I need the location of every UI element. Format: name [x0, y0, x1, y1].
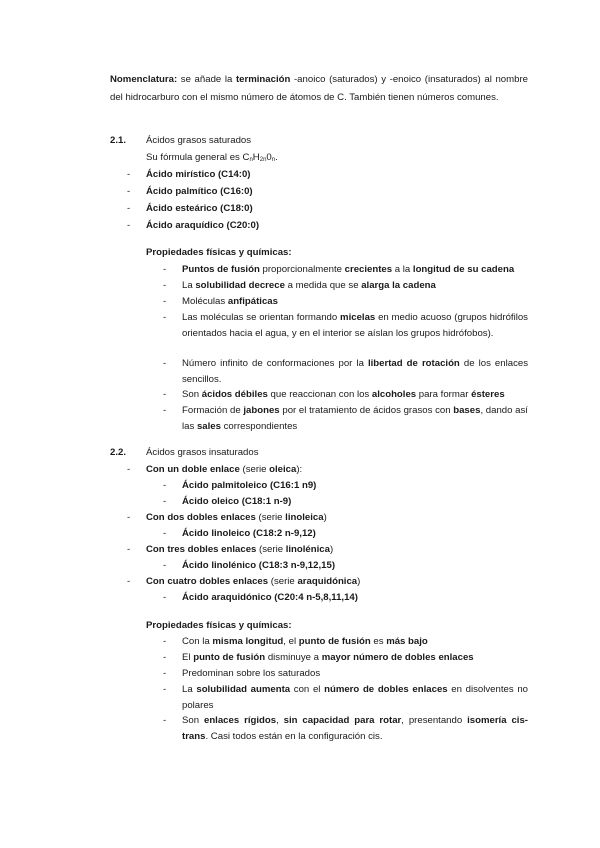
bullet-dash: -: [163, 668, 167, 679]
group-item: [146, 574, 360, 589]
t: crecientes: [344, 264, 393, 275]
acid-code: (C18:2 n-9,12): [252, 528, 316, 539]
t: isomería cis-trans: [182, 715, 528, 742]
t: doble enlace: [181, 464, 240, 475]
general-formula: [146, 150, 278, 165]
nomenclature-label: Nomenclatura:: [110, 74, 178, 85]
t: a la: [392, 264, 413, 275]
t: Con la: [182, 636, 213, 647]
properties-title-unsaturated: [146, 618, 292, 633]
t: ):: [296, 464, 303, 475]
acid-name: Ácido palmítico: [146, 186, 218, 197]
bullet-dash: -: [163, 358, 167, 369]
bullet-dash: -: [127, 464, 131, 475]
acid-code: (C16:1 n9): [269, 480, 317, 491]
t: Con cuatro: [146, 576, 200, 587]
bullet-dash: -: [163, 592, 167, 603]
bullet-dash: -: [163, 389, 167, 400]
t: La: [182, 684, 197, 695]
t: , presentando: [401, 715, 468, 726]
acid-name: Ácido mirístico: [146, 169, 216, 180]
t: en disolventes no polares: [182, 684, 528, 711]
acid-name: Ácido araquídico: [146, 220, 224, 231]
bullet-dash: -: [127, 220, 131, 231]
t: , dando así las: [182, 405, 528, 432]
t: (serie: [256, 544, 286, 555]
section-number-2-2: 2.2.: [110, 447, 127, 458]
t: (serie: [268, 576, 298, 587]
acid-code: (C18:3 n-9,12,15): [258, 560, 336, 571]
t: enlaces rígidos: [203, 715, 277, 726]
intro-bold: terminación: [235, 74, 291, 85]
t: proporcionalmente: [259, 264, 345, 275]
bullet-dash: -: [163, 684, 167, 695]
t: micelas: [340, 312, 376, 323]
t: sin capacidad para rotar: [283, 715, 402, 726]
acid-code: (C14:0): [217, 169, 251, 180]
t: por el tratamiento de ácidos grasos con: [279, 405, 454, 416]
props-title-text: Propiedades físicas y químicas:: [146, 620, 292, 631]
t: solubilidad aumenta: [196, 684, 291, 695]
acid-name: Ácido araquidónico: [182, 592, 272, 603]
intro-text: se añade la: [177, 74, 236, 85]
props-title-text: Propiedades físicas y químicas:: [146, 247, 292, 258]
t: es: [370, 636, 387, 647]
nomenclature-paragraph: [110, 71, 528, 107]
t: punto de fusión: [193, 652, 266, 663]
property-item: [182, 356, 528, 387]
t: ácidos débiles: [201, 389, 268, 400]
t: linolénica: [285, 544, 330, 555]
t: longitud de su cadena: [412, 264, 515, 275]
acid-item: [146, 184, 253, 199]
t: jabones: [243, 405, 280, 416]
t: que reaccionan con los: [267, 389, 372, 400]
bullet-dash: -: [163, 636, 167, 647]
t: Número infinito de conformaciones por la: [182, 358, 368, 369]
t: Con dos: [146, 512, 188, 523]
t: dobles enlaces: [187, 512, 256, 523]
t: ): [357, 576, 361, 587]
acid-item: [182, 526, 316, 541]
bullet-dash: -: [127, 512, 131, 523]
t: araquidónica: [297, 576, 358, 587]
bullet-dash: -: [163, 496, 167, 507]
t: para formar: [416, 389, 472, 400]
formula-sub-n: n: [249, 157, 253, 163]
formula-prefix: Su fórmula general es C: [146, 152, 250, 163]
t: libertad de rotación: [367, 358, 460, 369]
group-item: [146, 542, 333, 557]
property-item: [182, 310, 528, 341]
t: de los enlaces sencillos.: [182, 358, 528, 385]
bullet-dash: -: [127, 544, 131, 555]
group-item: [146, 462, 302, 477]
t: misma longitud: [212, 636, 284, 647]
bullet-dash: -: [127, 186, 131, 197]
property-item: [182, 650, 474, 665]
acid-name: Ácido linoleico: [182, 528, 251, 539]
acid-code: (C20:0): [226, 220, 260, 231]
acid-item: [146, 218, 259, 233]
acid-code: (C18:1 n-9): [241, 496, 292, 507]
acid-name: Ácido linolénico: [182, 560, 257, 571]
acid-item: [182, 494, 291, 509]
t: Son: [182, 715, 204, 726]
property-item: [182, 634, 428, 649]
t: linoleica: [285, 512, 324, 523]
t: ): [323, 512, 327, 523]
bullet-dash: -: [163, 715, 167, 726]
t: anfipáticas: [227, 296, 278, 307]
t: solubilidad decrece: [195, 280, 285, 291]
t: a medida que se: [284, 280, 362, 291]
t: Con un: [146, 464, 182, 475]
acid-name: Ácido palmitoleico: [182, 480, 268, 491]
intro-text-rest: -anoico (saturados) y -enoico (insaturados) al nombre del hidrocarburo con el mismo número de átomos de C. También tienen números comunes.: [110, 74, 528, 103]
acid-code: (C18:0): [220, 203, 253, 214]
bullet-dash: -: [163, 264, 167, 275]
acid-code: (C16:0): [220, 186, 253, 197]
t: (serie: [255, 512, 286, 523]
t: , el: [283, 636, 299, 647]
acid-item: [182, 478, 316, 493]
formula-sub-n2: n: [271, 157, 276, 163]
section-title-saturated: Ácidos grasos saturados: [146, 135, 252, 146]
t: Predominan sobre los saturados: [182, 668, 321, 679]
property-item: [182, 666, 320, 681]
group-item: [146, 510, 327, 525]
bullet-dash: -: [163, 405, 167, 416]
t: disminuye a: [265, 652, 322, 663]
t: ésteres: [471, 389, 505, 400]
bullet-dash: -: [127, 203, 131, 214]
bullet-dash: -: [163, 560, 167, 571]
t: con el: [290, 684, 325, 695]
bullet-dash: -: [127, 576, 131, 587]
formula-sub-2n: 2n: [259, 157, 267, 163]
properties-title-saturated: [146, 245, 292, 260]
t: número de dobles enlaces: [324, 684, 448, 695]
property-item: [182, 387, 505, 402]
t: correspondientes: [220, 420, 298, 432]
t: . Casi todos están en la configuración cis.: [205, 730, 383, 742]
bullet-dash: -: [163, 480, 167, 491]
property-item: [182, 403, 528, 434]
bullet-dash: -: [127, 169, 131, 180]
t: sales: [196, 420, 221, 432]
acid-code: (C20:4 n-5,8,11,14): [274, 592, 358, 603]
t: alarga la cadena: [361, 280, 436, 291]
t: oleica: [269, 464, 297, 475]
t: (serie: [239, 464, 270, 475]
acid-item: [182, 558, 335, 573]
formula-suffix: .: [275, 152, 278, 163]
property-item: [182, 294, 278, 309]
t: Formación de: [182, 405, 244, 416]
t: más bajo: [386, 636, 428, 647]
acid-item: [182, 590, 358, 605]
property-item: [182, 713, 528, 744]
property-item: [182, 262, 514, 277]
t: Puntos de fusión: [182, 264, 260, 275]
t: El: [182, 652, 194, 663]
t: La: [182, 280, 196, 291]
acid-item: [146, 201, 253, 216]
t: Son: [182, 389, 202, 400]
t: bases: [453, 405, 481, 416]
property-item: [182, 682, 528, 713]
t: ,: [276, 715, 284, 726]
formula-o: 0: [266, 152, 272, 163]
t: mayor número de dobles enlaces: [321, 652, 474, 663]
t: en medio acuoso (grupos hidrófilos orientados hacia el agua, y en el interior se aíslan los grupos hidrófobos).: [182, 312, 528, 339]
property-item: [182, 278, 436, 293]
bullet-dash: -: [163, 296, 167, 307]
formula-h: H: [252, 152, 260, 163]
bullet-dash: -: [163, 312, 167, 323]
t: dobles enlaces: [199, 576, 269, 587]
t: Moléculas: [182, 296, 228, 307]
t: Con tres: [146, 544, 188, 555]
section-number-2-1: 2.1.: [110, 135, 127, 146]
bullet-dash: -: [163, 280, 167, 291]
section-title-unsaturated: Ácidos grasos insaturados: [146, 447, 259, 458]
t: dobles enlaces: [187, 544, 257, 555]
acid-name: Ácido oleico: [182, 496, 240, 507]
acid-item: [146, 167, 251, 182]
acid-name: Ácido esteárico: [146, 203, 218, 214]
bullet-dash: -: [163, 528, 167, 539]
t: ): [329, 544, 334, 555]
t: punto de fusión: [298, 636, 371, 647]
t: Las moléculas se orientan formando: [182, 312, 341, 323]
bullet-dash: -: [163, 652, 167, 663]
t: alcoholes: [371, 389, 417, 400]
